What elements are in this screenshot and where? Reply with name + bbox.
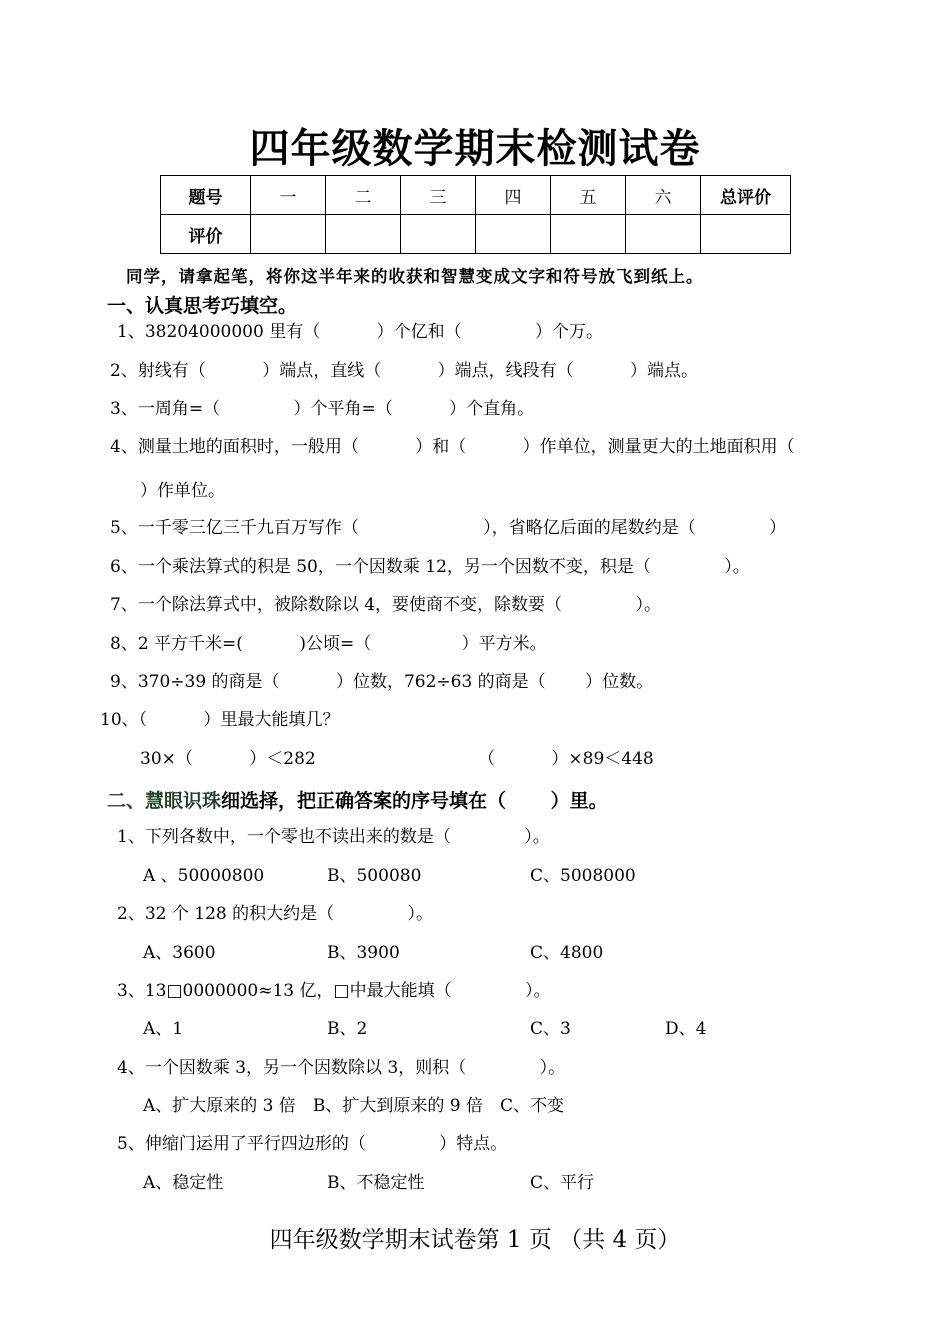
option: B、500080 [327, 866, 422, 886]
question: 5、一千零三亿三千九百万写作（ ），省略亿后面的尾数约是（ ） [110, 518, 787, 538]
score-header-cell: 二 [326, 176, 401, 215]
question-continued: ）作单位。 [140, 481, 225, 501]
score-table [160, 175, 791, 254]
question: 4、一个因数乘 3，另一个因数除以 3，则积（ ）。 [117, 1058, 566, 1078]
question: 8、2 平方千米=( )公顷=（ ）平方米。 [110, 634, 547, 654]
option: C、4800 [530, 943, 604, 963]
score-cell[interactable] [476, 215, 551, 254]
score-cell[interactable] [401, 215, 476, 254]
question: 1、38204000000 里有（ ）个亿和（ ）个万。 [117, 322, 604, 342]
question: 2、32 个 128 的积大约是（ ）。 [117, 904, 434, 924]
score-cell[interactable] [626, 215, 701, 254]
motto: 同学，请拿起笔，将你这半年来的收获和智慧变成文字和符号放飞到纸上。 [126, 267, 704, 286]
option: A、1 [143, 1019, 184, 1039]
question: 9、370÷39 的商是（ ）位数，762÷63 的商是（ ）位数。 [110, 672, 654, 692]
option: D、4 [665, 1019, 707, 1039]
question: 3、13□0000000≈13 亿，□中最大能填（ ）。 [117, 981, 551, 1001]
section1-title: 一、认真思考巧填空。 [107, 295, 298, 317]
section2-title-highlight: 二、慧眼识珠 [107, 790, 222, 812]
question: 7、一个除法算式中，被除数除以 4，要使商不变，除数要（ ）。 [110, 595, 661, 615]
option: B、2 [327, 1019, 368, 1039]
score-table-eval-row [161, 215, 791, 254]
score-header-cell: 总评价 [701, 176, 791, 215]
question: 1、下列各数中，一个零也不读出来的数是（ ）。 [117, 827, 550, 847]
option: C、平行 [530, 1173, 595, 1193]
option: B、不稳定性 [327, 1173, 425, 1193]
score-cell[interactable] [326, 215, 401, 254]
question: 5、伸缩门运用了平行四边形的（ ）特点。 [117, 1134, 508, 1154]
question: 6、一个乘法算式的积是 50，一个因数乘 12，另一个因数不变，积是（ ）。 [110, 557, 750, 577]
question-part: （ ）×89＜448 [478, 749, 654, 769]
question: 4、测量土地的面积时，一般用（ ）和（ ）作单位，测量更大的土地面积用（ [110, 437, 795, 457]
question: 10、（ ）里最大能填几？ [100, 710, 340, 730]
option: A 、50000800 [143, 866, 265, 886]
option: A、稳定性 [143, 1173, 224, 1193]
score-cell[interactable] [251, 215, 326, 254]
page-footer: 四年级数学期末试卷第 1 页 （共 4 页） [269, 1227, 681, 1253]
score-row-label: 评价 [161, 215, 251, 254]
option: A、3600 [143, 943, 216, 963]
score-header-cell: 四 [476, 176, 551, 215]
score-header-cell: 题号 [161, 176, 251, 215]
score-header-cell: 五 [551, 176, 626, 215]
score-header-cell: 六 [626, 176, 701, 215]
page-title: 四年级数学期末检测试卷 [249, 126, 701, 172]
score-cell[interactable] [551, 215, 626, 254]
score-header-cell: 三 [401, 176, 476, 215]
score-cell[interactable] [701, 215, 791, 254]
question: 3、一周角=（ ）个平角=（ ）个直角。 [110, 399, 535, 419]
option: C、3 [530, 1019, 571, 1039]
section2-title-rest: 细选择，把正确答案的序号填在（ ）里。 [221, 790, 608, 812]
option: B、3900 [327, 943, 400, 963]
question: 2、射线有（ ）端点，直线（ ）端点，线段有（ ）端点。 [110, 361, 699, 381]
question-part: 30×（ ）＜282 [140, 749, 316, 769]
score-header-cell: 一 [251, 176, 326, 215]
score-table-header-row [161, 176, 791, 215]
option: C、5008000 [530, 866, 636, 886]
option-line: A、扩大原来的 3 倍 B、扩大到原来的 9 倍 C、不变 [143, 1096, 565, 1116]
section2-title [107, 786, 608, 813]
